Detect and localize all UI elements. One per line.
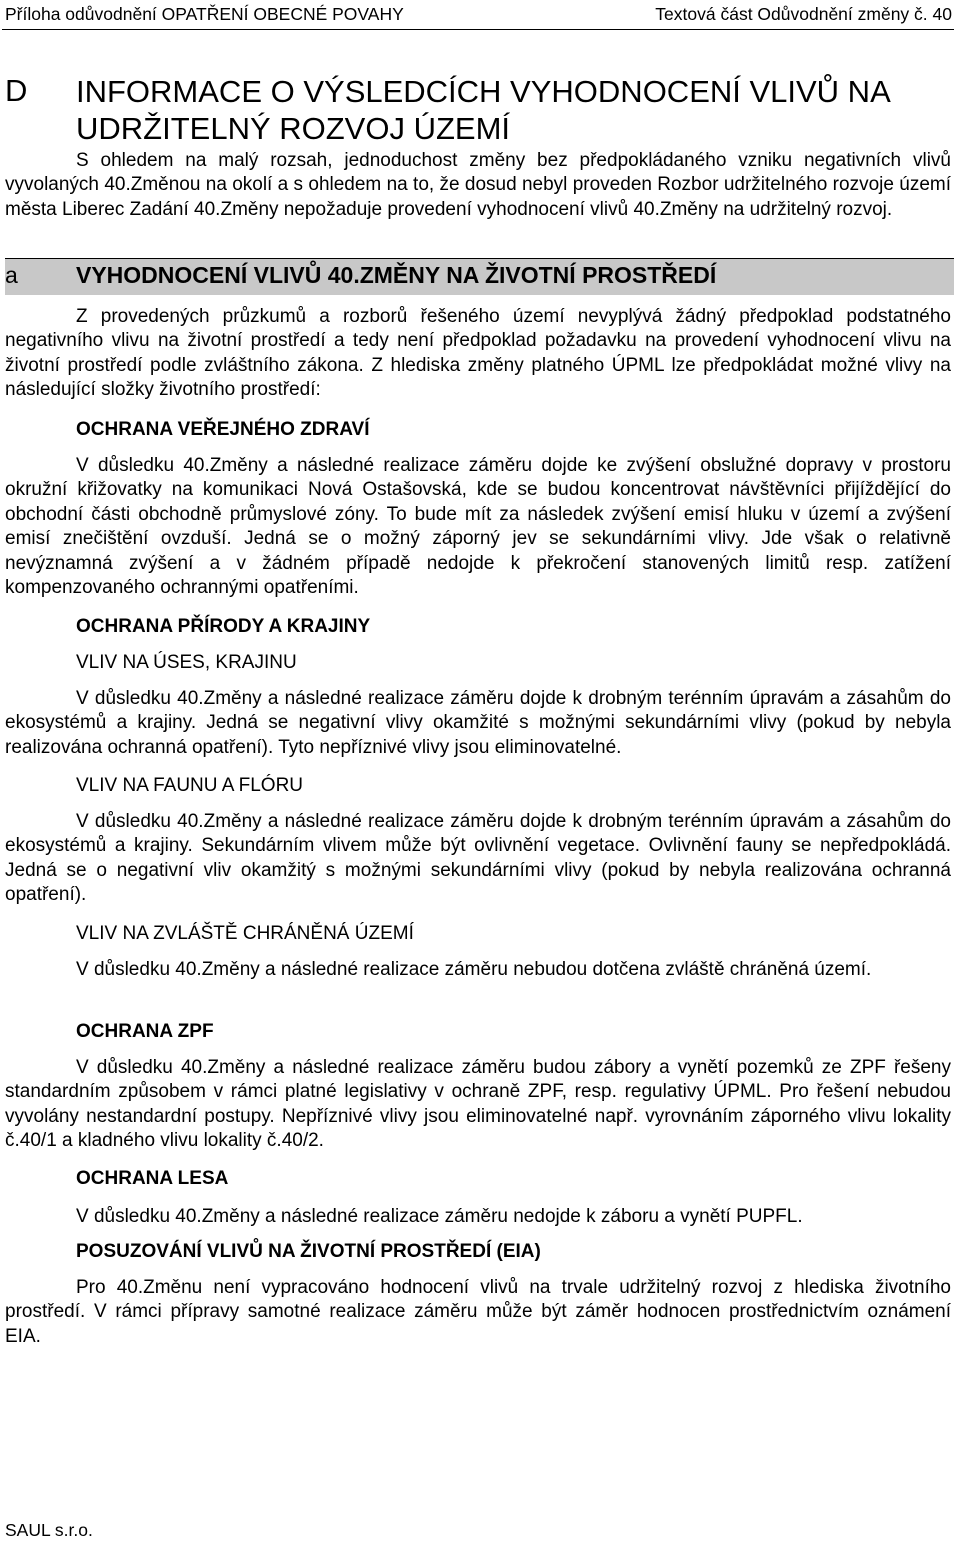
uses-text: V důsledku 40.Změny a následné realizace záměru dojde k drobným terénním úpravám a zásahům do ekosystémů a krajiny. Jedná se negativní vlivy okamžité s možnými sekundárními vlivy (pokud by nebyla realizována ochranná opatření). Tyto nepříznivé vlivy jsou eliminovatelné. xyxy=(5,688,951,758)
nature-heading: OCHRANA PŘÍRODY A KRAJINY xyxy=(76,616,371,637)
fauna-text: V důsledku 40.Změny a následné realizace záměru dojde k drobným terénním úpravám a zásahům do ekosystémů a krajiny. Sekundárním vlivem může být ovlivnění vegetace. Ovlivnění fauny se nepředpokládá. Jedná se o negativní vliv okamžitý s možnými sekundárními vlivy (pokud by nebyla realizována ochranná opatření). xyxy=(5,811,951,906)
header-left: Příloha odůvodnění OPATŘENÍ OBECNÉ POVAHY xyxy=(5,4,404,24)
footer: SAUL s.r.o. xyxy=(5,1520,93,1540)
zpf-heading: OCHRANA ZPF xyxy=(76,1021,214,1042)
health-text: V důsledku 40.Změny a následné realizace záměru dojde ke zvýšení obslužné dopravy v prostoru okružní křižovatky na komunikaci Nová Ostašovská, kde se budou koncentrovat návštěvníci přijíždějící do obchodní části obchodně průmyslové zóny. To bude mít za následek zvýšení emisí hluku v území a zvýšení emisí znečištění ovzduší. Jedná se o možný záporný jev se sekundárními vlivy. Jde však o relativně nevýznamná zvýšení a v žádném případě nedojde k překročení stanovených limitů resp. zatížení kompenzovaného ochrannými opatřeními. xyxy=(5,455,951,599)
header-right: Textová část Odůvodnění změny č. 40 xyxy=(655,4,952,24)
subsection-title: VYHODNOCENÍ VLIVŮ 40.ZMĚNY NA ŽIVOTNÍ PROSTŘEDÍ xyxy=(76,262,717,288)
section-letter: D xyxy=(5,73,28,108)
subsection-intro: Z provedených průzkumů a rozborů řešeného území nevyplývá žádný předpoklad podstatného negativního vlivu na životní prostředí a tedy není předpoklad požadavku na provedení vyhodnocení vlivu na životní prostředí podle zvláštního zákona. Z hlediska změny platného ÚPML lze předpokládat možné vlivy na následující složky životního prostředí: xyxy=(5,306,951,401)
eia-text: Pro 40.Změnu není vypracováno hodnocení vlivů na trvale udržitelný rozvoj z hlediska životního prostředí. V rámci přípravy samotné realizace záměru může být záměr hodnocen prostřednictvím oznámení EIA. xyxy=(5,1277,951,1347)
header-divider xyxy=(2,29,954,30)
zpf-text: V důsledku 40.Změny a následné realizace záměru budou zábory a vynětí pozemků ze ZPF řešeny standardním způsobem v rámci platné legislativy v ochraně ZPF, resp. regulativy ÚPML. Pro řešení nebudou vyvolány nestandardní postupy. Nepříznivé vlivy jsou eliminovatelné např. vyrovnáním záporného vlivu lokality č.40/1 a kladného vlivu lokality č.40/2. xyxy=(5,1057,951,1152)
uses-heading: VLIV NA ÚSES, KRAJINU xyxy=(76,652,297,673)
page-header xyxy=(5,4,952,25)
section-title: INFORMACE O VÝSLEDCÍCH VYHODNOCENÍ VLIVŮ NA UDRŽITELNÝ ROZVOJ ÚZEMÍ xyxy=(76,74,890,146)
protected-text: V důsledku 40.Změny a následné realizace záměru nebudou dotčena zvláště chráněná území. xyxy=(76,959,872,980)
health-heading: OCHRANA VEŘEJNÉHO ZDRAVÍ xyxy=(76,419,370,440)
subsection-letter: a xyxy=(5,262,18,288)
forest-text: V důsledku 40.Změny a následné realizace záměru nedojde k záboru a vynětí PUPFL. xyxy=(76,1206,803,1227)
fauna-heading: VLIV NA FAUNU A FLÓRU xyxy=(76,775,304,796)
forest-heading: OCHRANA LESA xyxy=(76,1168,229,1189)
subsection-heading-bar xyxy=(5,258,954,295)
eia-heading: POSUZOVÁNÍ VLIVŮ NA ŽIVOTNÍ PROSTŘEDÍ (EIA) xyxy=(76,1241,541,1262)
protected-heading: VLIV NA ZVLÁŠTĚ CHRÁNĚNÁ ÚZEMÍ xyxy=(76,923,414,944)
section-intro: S ohledem na malý rozsah, jednoduchost změny bez předpokládaného vzniku negativních vlivů vyvolaných 40.Změnou na okolí a s ohledem na to, že dosud nebyl proveden Rozbor udržitelného rozvoje území města Liberec Zadání 40.Změny nepožaduje provedení vyhodnocení vlivů 40.Změny na udržitelný rozvoj. xyxy=(5,150,951,220)
